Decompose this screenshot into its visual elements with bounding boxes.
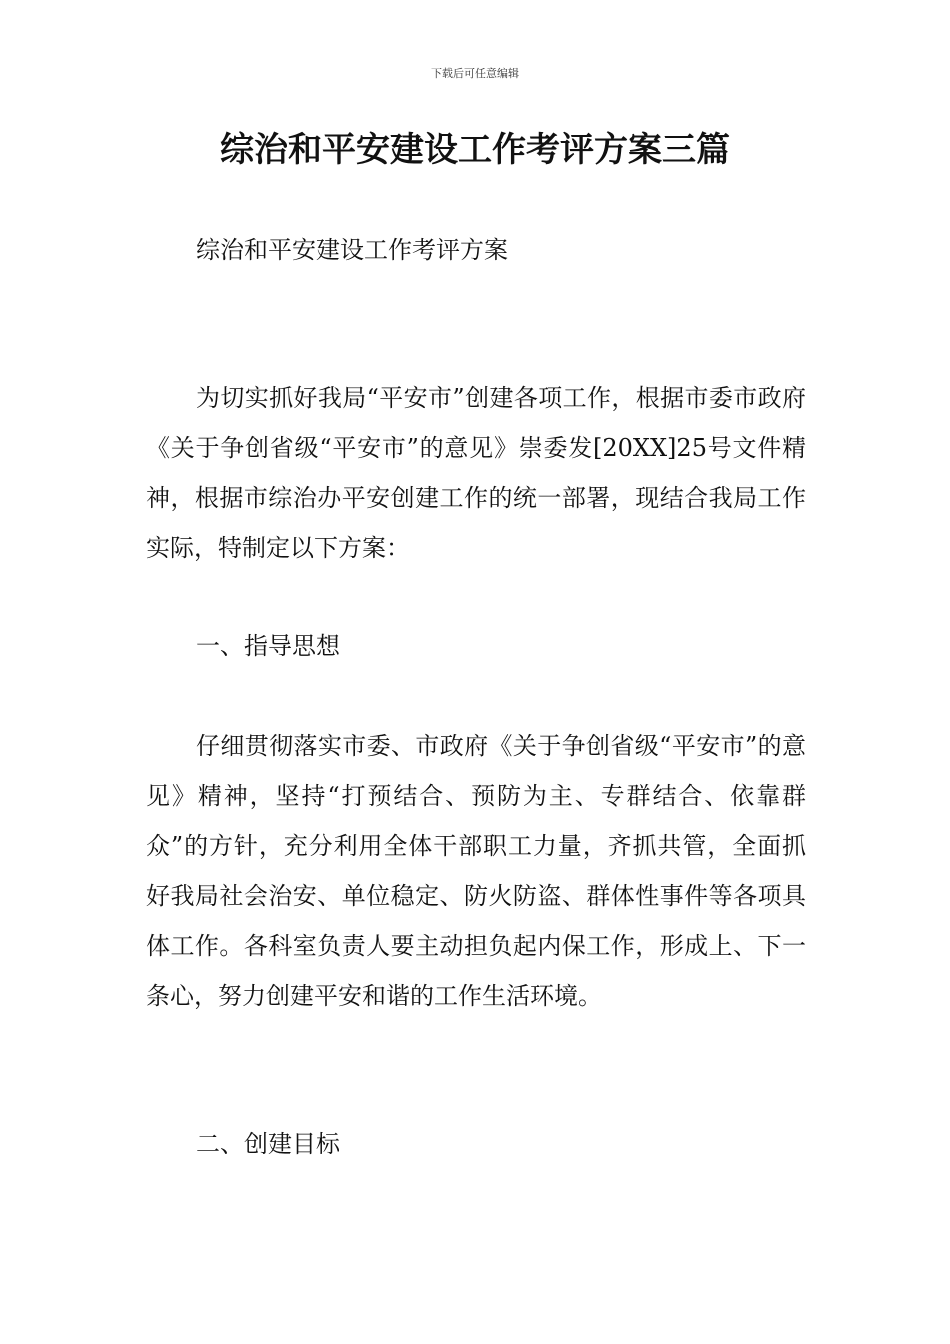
section-heading-goals: 二、创建目标: [196, 1130, 340, 1158]
document-subtitle: 综治和平安建设工作考评方案: [196, 236, 508, 264]
guiding-ideology-paragraph: 仔细贯彻落实市委、市政府《关于争创省级“平安市”的意见》精神，坚持“打预结合、预防为主、专群结合、依靠群众”的方针，充分利用全体干部职工力量，齐抓共管，全面抓好我局社会治安、单位稳定、防火防盗、群体性事件等各项具体工作。各科室负责人要主动担负起内保工作，形成上、下一条心，努力创建平安和谐的工作生活环境。: [146, 732, 806, 1010]
section-heading-guiding-ideology: 一、指导思想: [196, 632, 340, 660]
document-title: 综治和平安建设工作考评方案三篇: [220, 130, 730, 170]
header-note: 下载后可任意编辑: [431, 67, 519, 80]
intro-paragraph: 为切实抓好我局“平安市”创建各项工作，根据市委市政府《关于争创省级“平安市”的意见》崇委发[20XX]25号文件精神，根据市综治办平安创建工作的统一部署，现结合我局工作实际，特制定以下方案：: [146, 384, 806, 562]
